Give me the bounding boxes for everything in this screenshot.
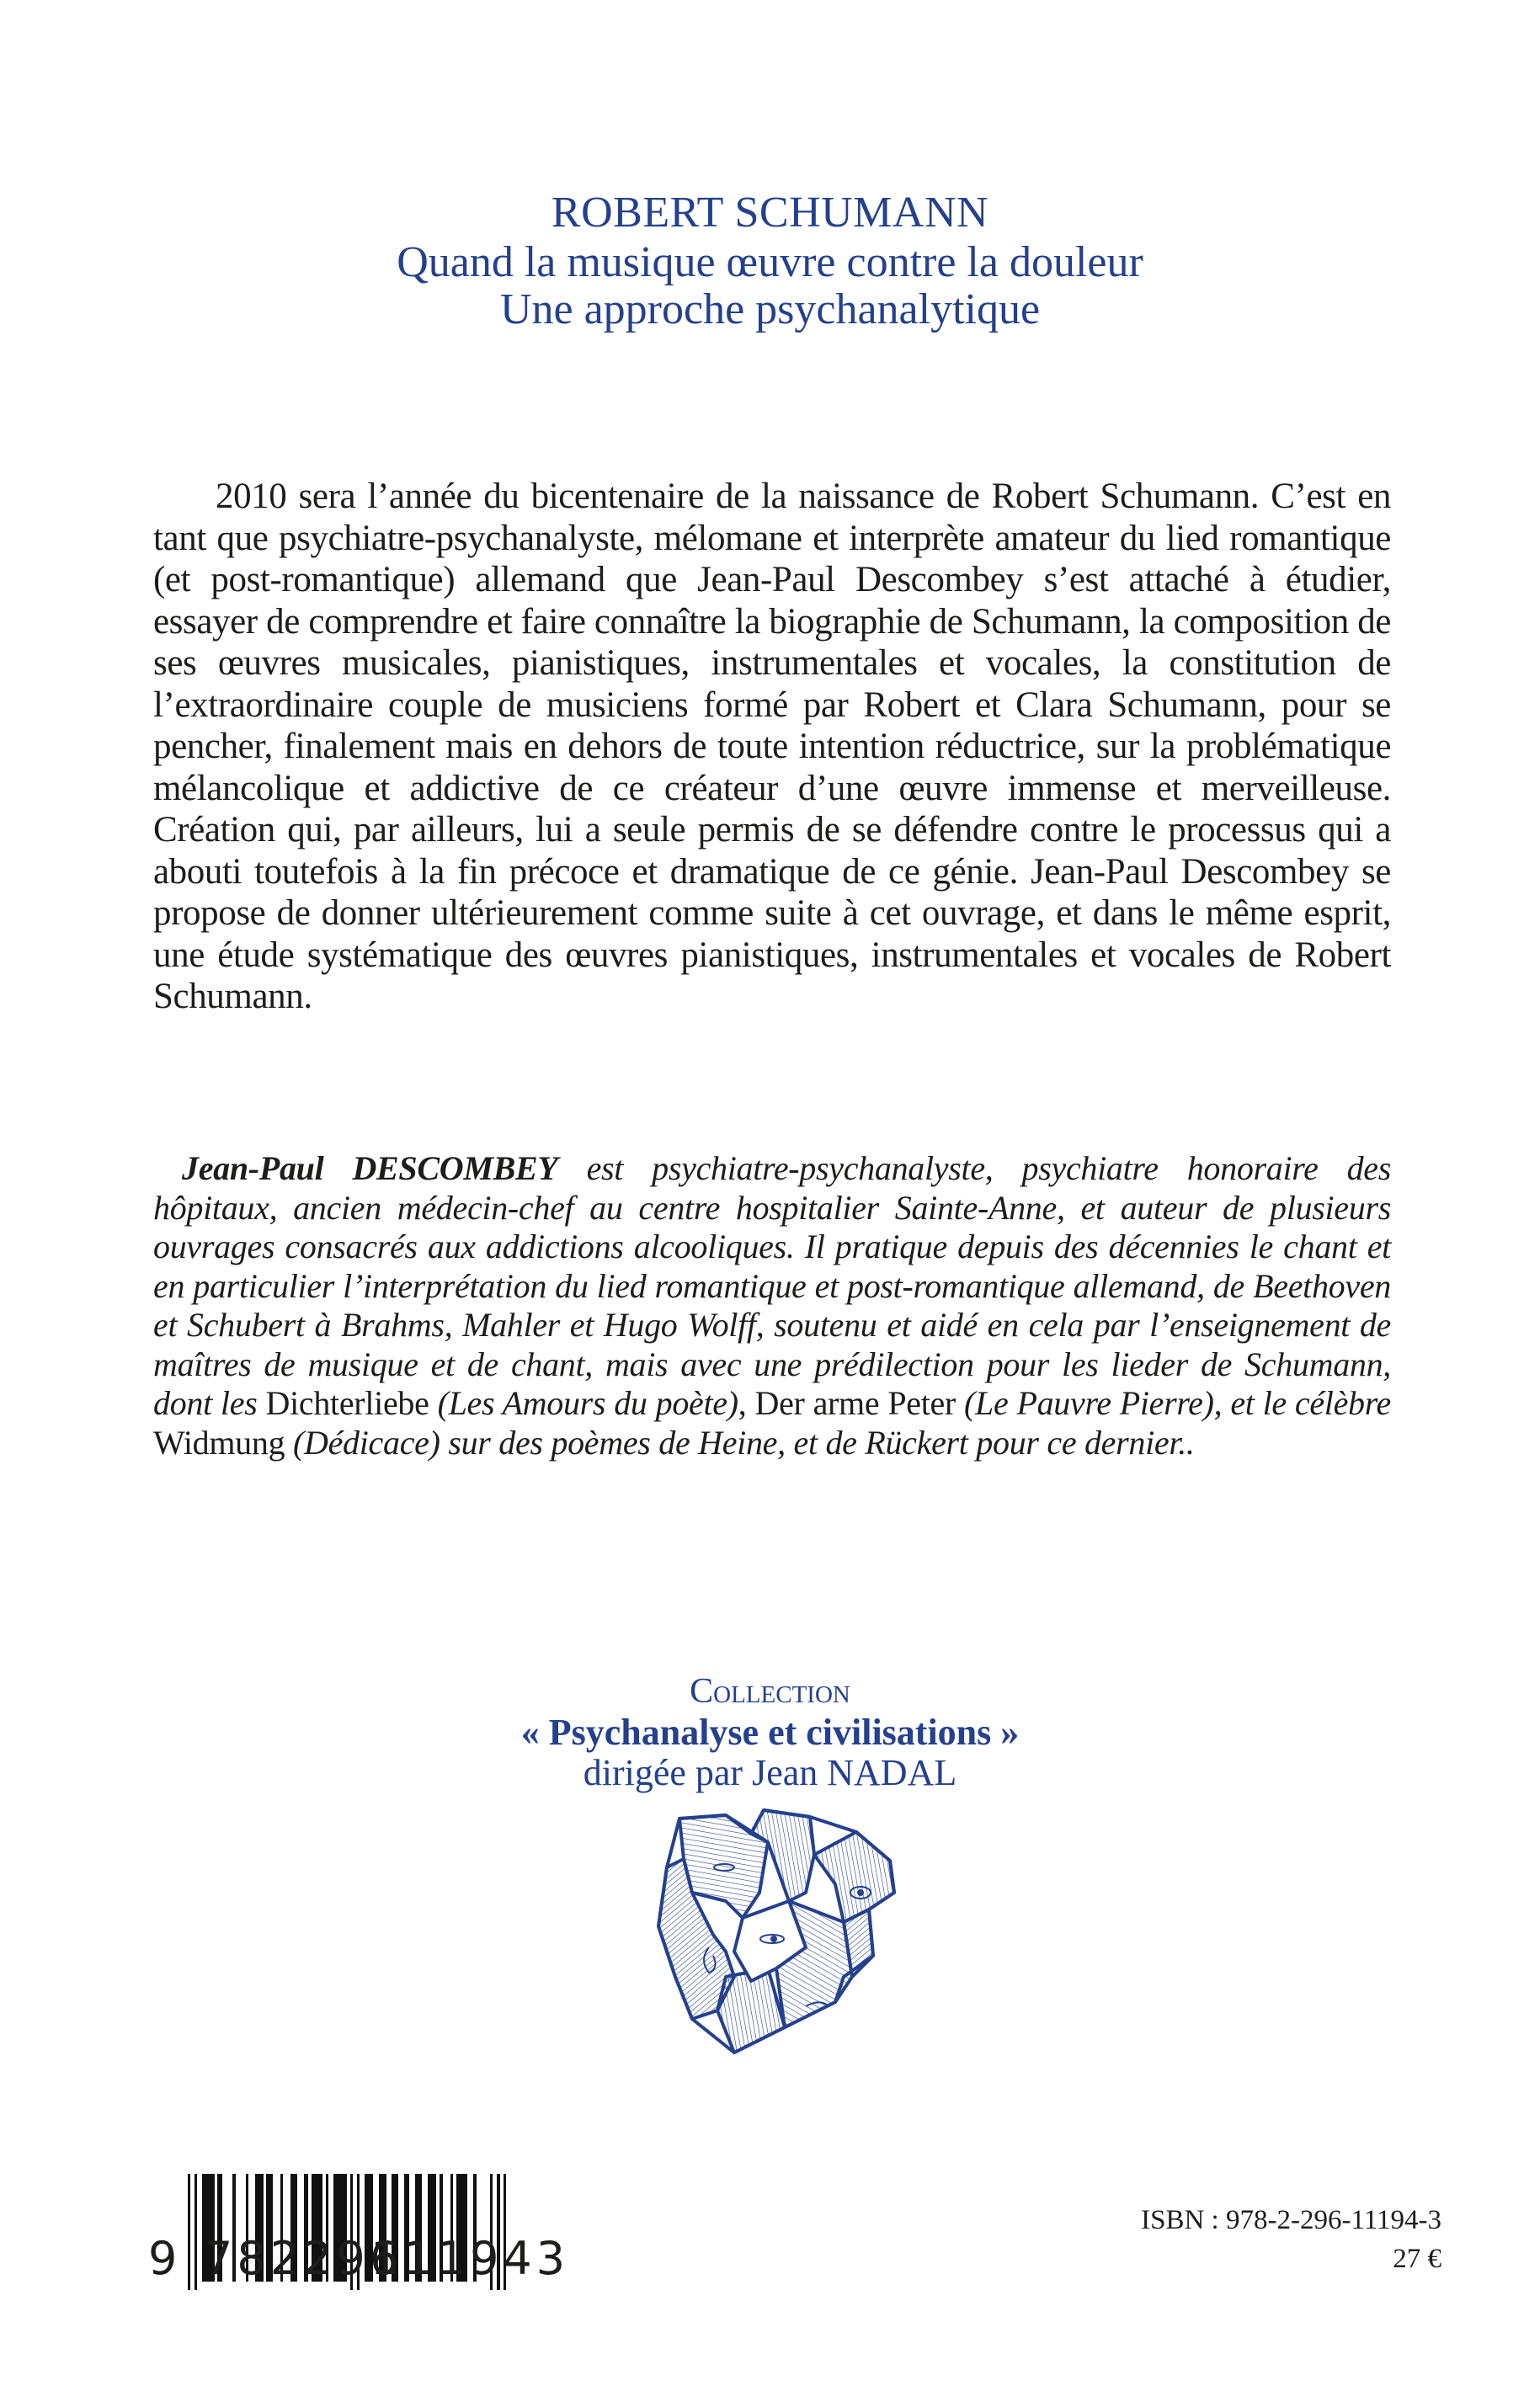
book-subtitle-line2: Une approche psychanalytique bbox=[499, 285, 1041, 333]
collection-name: « Psychanalyse et civilisations » bbox=[520, 1712, 1020, 1753]
bio-text-4: (Dédicace) sur des poèmes de Heine, et de Rückert pour ce dernier.. bbox=[285, 1423, 1195, 1462]
author-bio-paragraph bbox=[153, 1149, 1391, 1462]
collection-director: dirigée par Jean NADAL bbox=[583, 1752, 957, 1793]
cubist-face-logo-icon bbox=[642, 1800, 911, 2086]
work-title-widmung: Widmung bbox=[153, 1423, 285, 1462]
barcode-group-1: 782296 bbox=[204, 2232, 403, 2285]
collection-block bbox=[0, 1671, 1540, 1792]
collection-label: Collection bbox=[690, 1672, 850, 1711]
bio-separator: , bbox=[738, 1384, 755, 1422]
bio-text-3: (Le Pauvre Pierre), et le célèbre bbox=[956, 1384, 1391, 1422]
title-block bbox=[0, 187, 1540, 333]
barcode-group-2: 111943 bbox=[370, 2232, 570, 2285]
isbn: ISBN : 978-2-296-11194-3 bbox=[1141, 2205, 1441, 2235]
work-title-der-arme-peter: Der arme Peter bbox=[754, 1384, 957, 1422]
synopsis-paragraph: 2010 sera l’année du bicentenaire de la naissance de Robert Schumann. C’est en tant que psychiatre-psychanalyste, mélomane et interprète amateur du lied romantique (et post-romantique) allemand que Jean-Paul Descombey s’est attaché à étudier, essayer de comprendre et faire connaître la biographie de Schumann, la composition de ses œuvres musicales, pianistiques, instrumentales et vocales, la constitution de l’extraordinaire couple de musiciens formé par Robert et Clara Schumann, pour se pencher, finalement mais en dehors de toute intention réductrice, sur la problématique mélancolique et addictive de ce créateur d’une œuvre immense et merveilleuse. Création qui, par ailleurs, lui a seule permis de se défendre contre le processus qui a abouti toutefois à la fin précoce et dramatique de ce génie. Jean-Paul Descombey se propose de donner ultérieurement comme suite à cet ouvrage, et dans le même esprit, une étude systématique des œuvres pianistiques, instrumentales et vocales de Robert Schumann. bbox=[153, 477, 1391, 1016]
author-name: Jean-Paul DESCOMBEY bbox=[182, 1149, 558, 1187]
book-subtitle-line1: Quand la musique œuvre contre la douleur bbox=[397, 238, 1143, 286]
work-title-dichterliebe: Dichterliebe bbox=[265, 1384, 429, 1422]
barcode-first-digit: 9 bbox=[148, 2232, 182, 2285]
book-title: ROBERT SCHUMANN bbox=[551, 189, 989, 237]
price: 27 € bbox=[1393, 2244, 1441, 2274]
bio-text-1: est psychiatre-psychanalyste, psychiatre honoraire des hôpitaux, ancien médecin-chef au centre hospitalier Sainte-Anne, et auteur de plusieurs ouvrages consacrés aux addictions alcooliques. Il pratique depuis des décennies le chant et en particulier l’interprétation du lied romantique et post-romantique allemand, de Beethoven et Schubert à Brahms, Mahler et Hugo Wolff, soutenu et aidé en cela par l’enseignement de maîtres de musique et de chant, mais avec une prédilection pour les lieder de Schumann, dont les bbox=[153, 1149, 1391, 1422]
bio-text-2: (Les Amours du poète) bbox=[429, 1384, 738, 1422]
